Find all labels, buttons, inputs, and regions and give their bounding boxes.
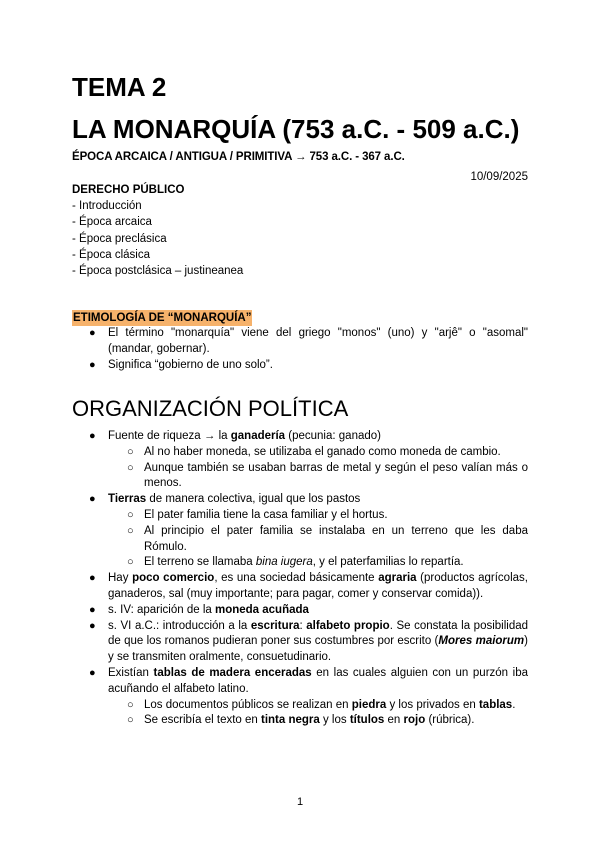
- list-item: ● Existían tablas de madera enceradas en las cuales alguien con un purzón iba acuñando el alfabeto latino.: [89, 666, 528, 695]
- circle-bullet-icon: ○: [127, 714, 134, 727]
- bullet-icon: ●: [89, 666, 96, 679]
- list-item: - Época clásica: [72, 248, 150, 261]
- circle-bullet-icon: ○: [127, 508, 134, 521]
- list-item: - Época postclásica – justineanea: [72, 265, 244, 278]
- list-item: - Introducción: [72, 200, 142, 213]
- section-heading: ORGANIZACIÓN POLÍTICA: [72, 396, 349, 421]
- circle-bullet-icon: ○: [127, 461, 134, 474]
- list-item: ● s. IV: aparición de la moneda acuñada: [72, 603, 528, 619]
- list-item: - Época preclásica: [72, 232, 167, 245]
- date: 10/09/2025: [470, 171, 528, 183]
- circle-bullet-icon: ○: [127, 524, 134, 537]
- list-item: ● El término "monarquía" viene del griego "monos" (uno) y "arjê" o "asomal" (mandar, gobernar).: [89, 327, 528, 355]
- bullet-icon: ●: [89, 572, 96, 585]
- sub-list-item: ○ Los documentos públicos se realizan en piedra y los privados en tablas.: [72, 698, 528, 714]
- bullet-icon: ●: [89, 603, 96, 616]
- list-item: ● Significa “gobierno de uno solo”.: [72, 358, 528, 374]
- page-title: LA MONARQUÍA (753 a.C. - 509 a.C.): [72, 114, 520, 144]
- subtitle: ÉPOCA ARCAICA / ANTIGUA / PRIMITIVA → 753 a.C. - 367 a.C.: [72, 151, 405, 163]
- circle-bullet-icon: ○: [127, 556, 134, 569]
- bullet-icon: ●: [89, 358, 96, 371]
- list-item: ● Fuente de riqueza → la ganadería (pecunia: ganado): [72, 429, 528, 445]
- sub-list-item: ○ Aunque también se usaban barras de metal y según el peso valían más o menos.: [127, 461, 528, 490]
- list-item: ● s. VI a.C.: introducción a la escritura: alfabeto propio. Se constata la posibilidad de que los romanos pudieran poner sus costumbres por escrito (Mores maiorum) y se transmiten oralmente, consuetudinario.: [89, 619, 529, 664]
- derecho-publico-section: [72, 182, 532, 279]
- list-item: ● Tierras de manera colectiva, igual que los pastos: [72, 492, 528, 508]
- bullet-icon: ●: [89, 430, 96, 442]
- sub-list-item: ○ Se escribía el texto en tinta negra y los títulos en rojo (rúbrica).: [72, 713, 528, 729]
- sub-list-item: ○ Al no haber moneda, se utilizaba el ganado como moneda de cambio.: [72, 445, 528, 461]
- sub-list-item: ○ El terreno se llamaba bina iugera, y el paterfamilias lo repartía.: [72, 555, 528, 571]
- list-item: - Época arcaica: [72, 216, 152, 229]
- page-number: 1: [296, 796, 304, 808]
- etimologia-heading: ETIMOLOGÍA DE “MONARQUÍA”: [73, 312, 252, 324]
- derecho-publico-heading: DERECHO PÚBLICO: [72, 184, 185, 196]
- sub-list-item: ○ Al principio el pater familia se instalaba en un terreno que les daba Rómulo.: [127, 524, 528, 553]
- bullet-icon: ●: [89, 493, 96, 506]
- etimologia-list: [72, 326, 528, 373]
- sub-list-item: ○ El pater familia tiene la casa familiar y el hortus.: [72, 508, 528, 524]
- bullet-icon: ●: [89, 619, 96, 632]
- organizacion-list: [72, 429, 528, 729]
- circle-bullet-icon: ○: [127, 698, 134, 711]
- circle-bullet-icon: ○: [127, 445, 134, 458]
- list-item: ● Hay poco comercio, es una sociedad básicamente agraria (productos agrícolas, ganaderos, sal (muy importante; para pagar, comer y conservar comida)).: [89, 572, 528, 600]
- tema-heading: TEMA 2: [72, 72, 167, 102]
- bullet-icon: ●: [89, 327, 96, 339]
